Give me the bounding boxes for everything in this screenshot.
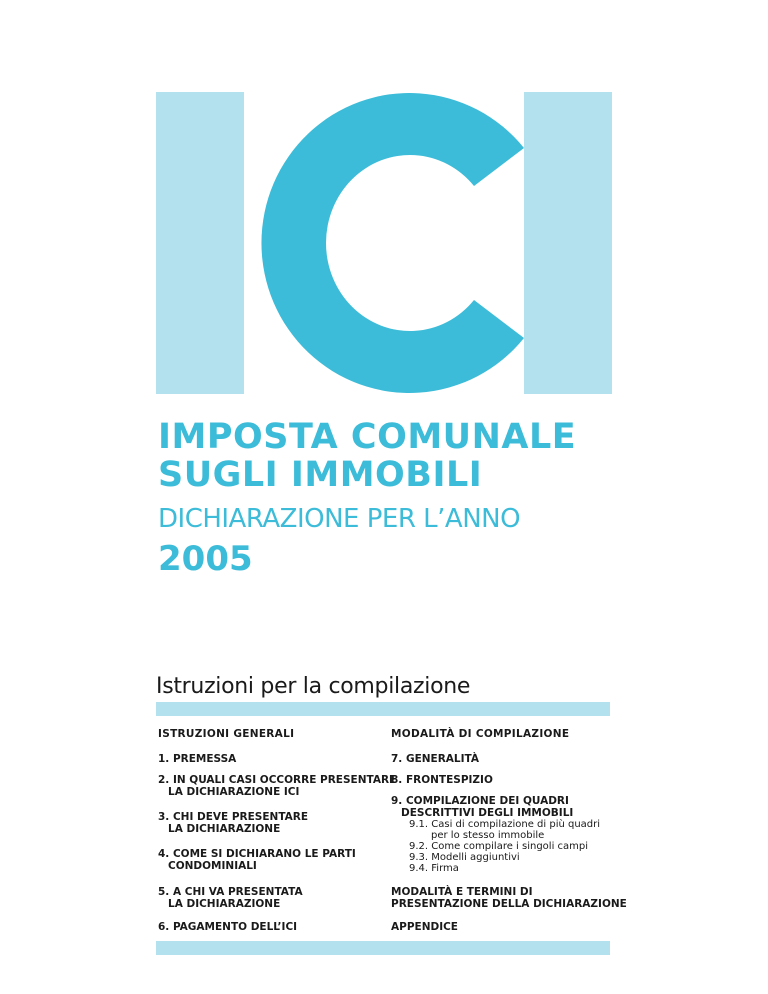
toc-item-2 — [158, 774, 396, 798]
logo-letter-i-right — [524, 92, 612, 394]
left-heading: ISTRUZIONI GENERALI — [158, 728, 295, 740]
toc-item-1-line1: 1. PREMESSA — [158, 753, 237, 765]
toc-item-2-line1: 2. IN QUALI CASI OCCORRE PRESENTARE — [158, 774, 397, 786]
toc-item-4 — [158, 848, 356, 872]
subtitle: DICHIARAZIONE PER L’ANNO — [158, 504, 521, 534]
toc-item-9-line2: DESCRITTIVI DEGLI IMMOBILI — [401, 807, 574, 819]
title-line-1: IMPOSTA COMUNALE — [158, 417, 577, 457]
logo-letter-i-left — [156, 92, 244, 394]
toc-item-5 — [158, 886, 303, 910]
ici-logo — [156, 92, 612, 394]
toc-modalita-line2: PRESENTAZIONE DELLA DICHIARAZIONE — [391, 898, 627, 910]
toc-item-3 — [158, 811, 308, 835]
toc-item-2-line2: LA DICHIARAZIONE ICI — [168, 786, 300, 798]
top-band — [156, 702, 610, 716]
toc-item-9-4: 9.4. Firma — [409, 863, 459, 874]
right-heading: MODALITÀ DI COMPILAZIONE — [391, 728, 570, 740]
toc-item-6-line1: 6. PAGAMENTO DELL’ICI — [158, 921, 298, 933]
toc-appendice: APPENDICE — [391, 921, 458, 933]
toc-item-4-line2: CONDOMINIALI — [168, 860, 257, 872]
toc-item-9-1-line1: 9.1. Casi di compilazione di più quadri — [409, 819, 601, 830]
title-line-2: SUGLI IMMOBILI — [158, 455, 483, 495]
toc-modalita — [391, 886, 627, 910]
toc-item-5-line1: 5. A CHI VA PRESENTATA — [158, 886, 303, 898]
toc-item-8: 8. FRONTESPIZIO — [391, 774, 493, 786]
toc-item-9 — [391, 795, 600, 874]
toc-item-6 — [158, 921, 297, 933]
toc-item-5-line2: LA DICHIARAZIONE — [168, 898, 281, 910]
toc-item-9-2: 9.2. Come compilare i singoli campi — [409, 841, 589, 852]
year: 2005 — [158, 539, 253, 579]
instructions-title: Istruzioni per la compilazione — [156, 674, 471, 699]
toc-item-4-line1: 4. COME SI DICHIARANO LE PARTI — [158, 848, 356, 860]
toc-item-7: 7. GENERALITÀ — [391, 753, 479, 765]
toc-item-3-line1: 3. CHI DEVE PRESENTARE — [158, 811, 309, 823]
toc-modalita-line1: MODALITÀ E TERMINI DI — [391, 886, 533, 898]
toc-item-9-line1: 9. COMPILAZIONE DEI QUADRI — [391, 795, 569, 807]
toc-item-9-3: 9.3. Modelli aggiuntivi — [409, 852, 520, 863]
toc-item-1 — [158, 753, 236, 765]
toc-item-9-1-line2: per lo stesso immobile — [431, 830, 545, 841]
toc-item-3-line2: LA DICHIARAZIONE — [168, 823, 281, 835]
logo-letter-c — [261, 93, 524, 393]
bottom-band — [156, 941, 610, 955]
